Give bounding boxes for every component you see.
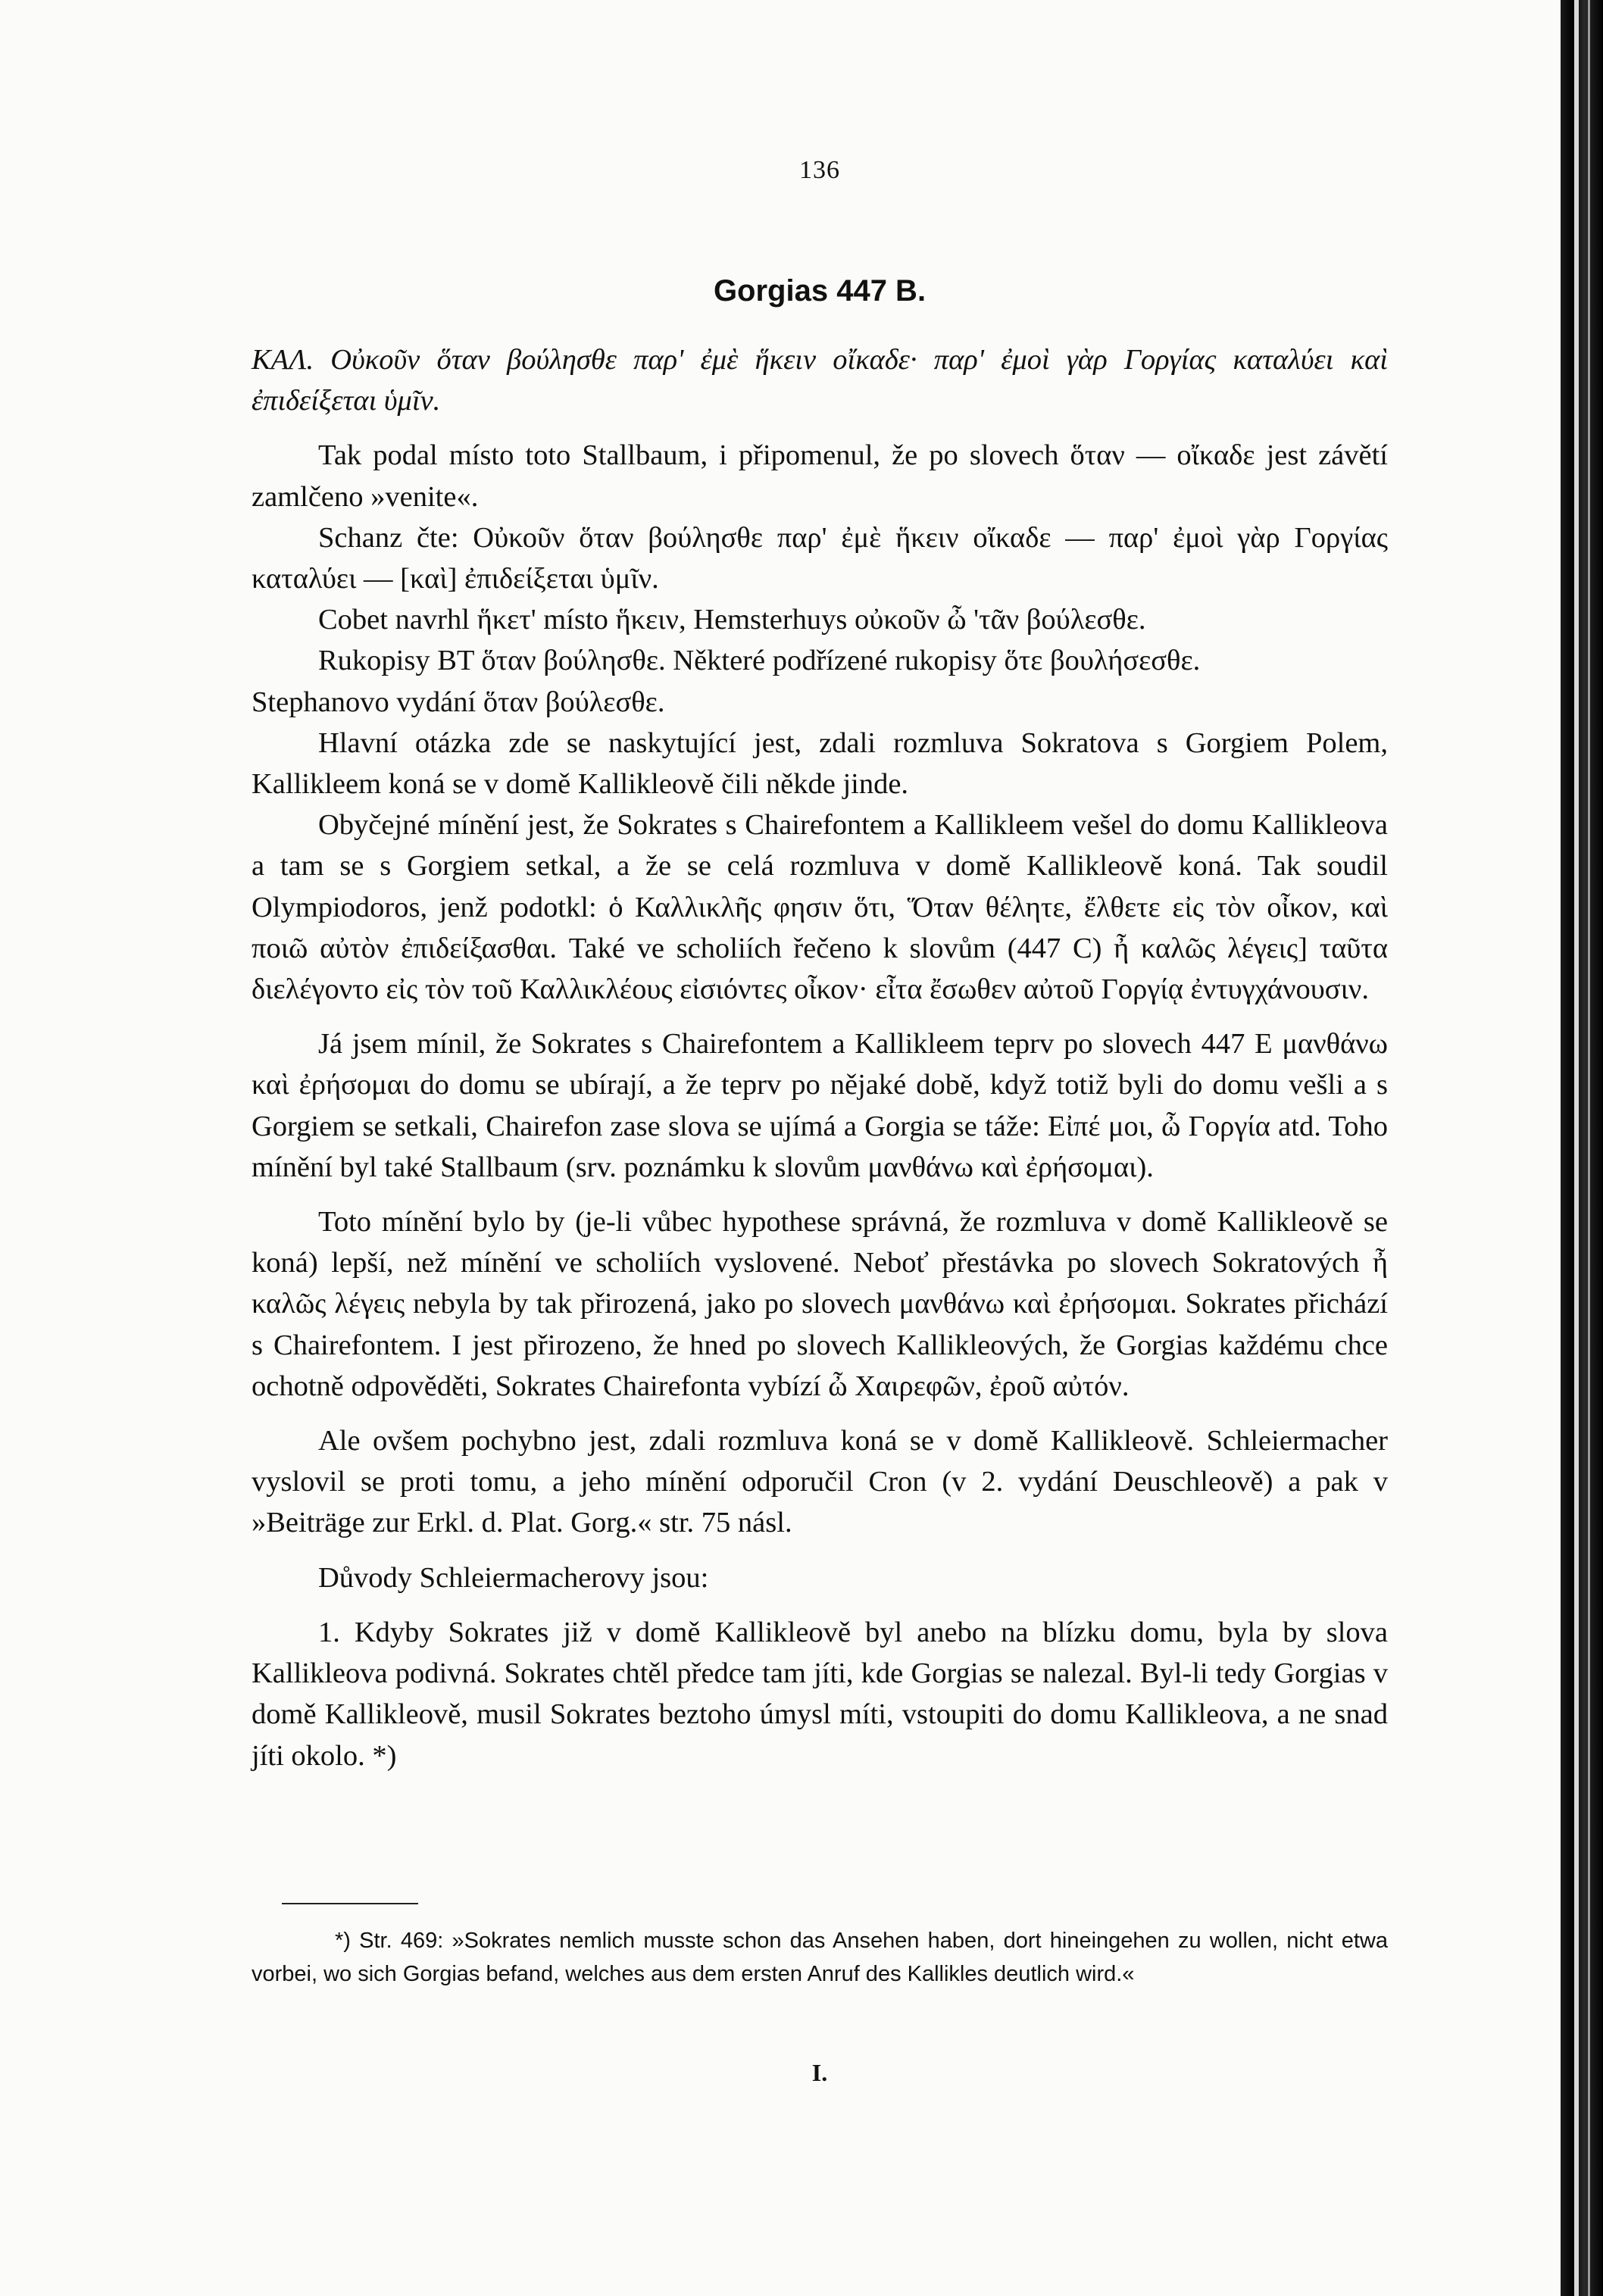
paragraph: Schanz čte: Οὐκοῦν ὅταν βούλησθε παρ' ἐμὲ ἥκειν οἴκαδε — παρ' ἐμοὶ γὰρ Γοργίας καταλύει — [καὶ] ἐπιδείξεται ὑμῖν. bbox=[252, 521, 1388, 595]
paragraph: Rukopisy BT ὅταν βούλησθε. Některé podřízené rukopisy ὅτε βουλήσεσθε. bbox=[318, 645, 1201, 677]
paragraph: Cobet navrhl ἥκετ' místo ἥκειν, Hemsterhuys οὐκοῦν ὦ 'τᾶν βούλεσθε. bbox=[318, 604, 1146, 636]
scan-edge-line-thin bbox=[1588, 0, 1590, 2296]
paragraph: Já jsem mínil, že Sokrates s Chairefontem a Kallikleem teprv po slovech 447 E μανθάνω καὶ ἐρήσομαι do domu se ubírají, a že teprv po nějaké době, když totiž byli do domu vešli a s Gorgiem se setkali, Chairefon zase slova se ujímá a Gorgia se táže: Εἰπέ μοι, ὦ Γοργία atd. Toho mínění byl také Stallbaum (srv. poznámku k slovům μανθάνω καὶ ἐρήσομαι). bbox=[252, 1028, 1388, 1183]
paragraph: Toto mínění bylo by (je-li vůbec hypothese správná, že rozmluva v domě Kallikleově se koná) lepší, než mínění ve scholiích vyslovené. Neboť přestávka po slovech Sokratových ἦ καλῶς λέγεις nebyla by tak přirozená, jako po slovech μανθάνω καὶ ἐρήσομαι. Sokrates přichází s Chairefontem. I jest přirozeno, že hned po slovech Kallikleových, že Gorgias každému chce ochotně odpověděti, Sokrates Chairefonta vybízí ὦ Χαιρεφῶν, ἐροῦ αὐτόν. bbox=[252, 1206, 1388, 1402]
scan-edge-line bbox=[1574, 0, 1579, 2296]
footnote-divider bbox=[282, 1903, 418, 1904]
paragraph: Ale ovšem pochybno jest, zdali rozmluva koná se v domě Kallikleově. Schleiermacher vyslovil se proti tomu, a jeho mínění odporučil Cron (v 2. vydání Deuschleově) a pak v »Beiträge zur Erkl. d. Plat. Gorg.« str. 75 násl. bbox=[252, 1425, 1388, 1539]
page-title: Gorgias 447 B. bbox=[713, 274, 926, 308]
page-number: 136 bbox=[799, 156, 840, 184]
body-text bbox=[252, 339, 1388, 1776]
quote-paragraph: ΚΑΛ. Οὐκοῦν ὅταν βούλησθε παρ' ἐμὲ ἥκειν οἴκαδε· παρ' ἐμοὶ γὰρ Γοργίας καταλύει καὶ ἐπιδείξεται ὑμῖν. bbox=[252, 344, 1388, 417]
paragraph: Stephanovo vydání ὅταν βούλεσθε. bbox=[252, 686, 665, 718]
list-item: 1. Kdyby Sokrates již v domě Kallikleově byl anebo na blízku domu, byla by slova Kallikleova podivná. Sokrates chtěl předce tam jíti, kde Gorgias se nalezal. Byl-li tedy Gorgias v domě Kallikleově, musil Sokrates beztoho úmysl míti, vstoupiti do domu Kallikleova, a ne snad jíti okolo. *) bbox=[252, 1616, 1388, 1772]
scan-edge bbox=[1561, 0, 1603, 2296]
paragraph: Hlavní otázka zde se naskytující jest, zdali rozmluva Sokratova s Gorgiem Polem, Kallikleem koná se v domě Kallikleově čili někde jinde. bbox=[252, 726, 1388, 801]
footnote bbox=[252, 1924, 1388, 1991]
paragraph: Důvody Schleiermacherovy jsou: bbox=[318, 1561, 709, 1594]
paragraph: Obyčejné mínění jest, že Sokrates s Chairefontem a Kallikleem vešel do domu Kallikleova a tam se s Gorgiem setkal, a že se celá rozmluva v domě Kallikleově koná. Tak soudil Olympiodoros, jenž podotkl: ὁ Καλλικλῆς φησιν ὅτι, Ὅταν θέλητε, ἔλθετε εἰς τὸν οἶκον, καὶ ποιῶ αὐτὸν ἐπιδείξασθαι. Také ve scholiích řečeno k slovům (447 C) ἦ καλῶς λέγεις] ταῦτα διελέγοντο εἰς τὸν τοῦ Καλλικλέους εἰσιόντες οἶκον· εἶτα ἔσωθεν αὐτοῦ Γοργίᾳ ἐντυγχάνουσιν. bbox=[252, 809, 1388, 1006]
footnote-text: *) Str. 469: »Sokrates nemlich musste schon das Ansehen haben, dort hineingehen zu wollen, nicht etwa vorbei, wo sich Gorgias befand, welches aus dem ersten Anruf des Kallikles deutlich wird.« bbox=[252, 1929, 1388, 1986]
paragraph: Tak podal místo toto Stallbaum, i připomenul, že po slovech ὅταν — οἴκαδε jest závětí zamlčeno »venite«. bbox=[252, 439, 1388, 513]
signature-mark: I. bbox=[811, 2059, 828, 2086]
